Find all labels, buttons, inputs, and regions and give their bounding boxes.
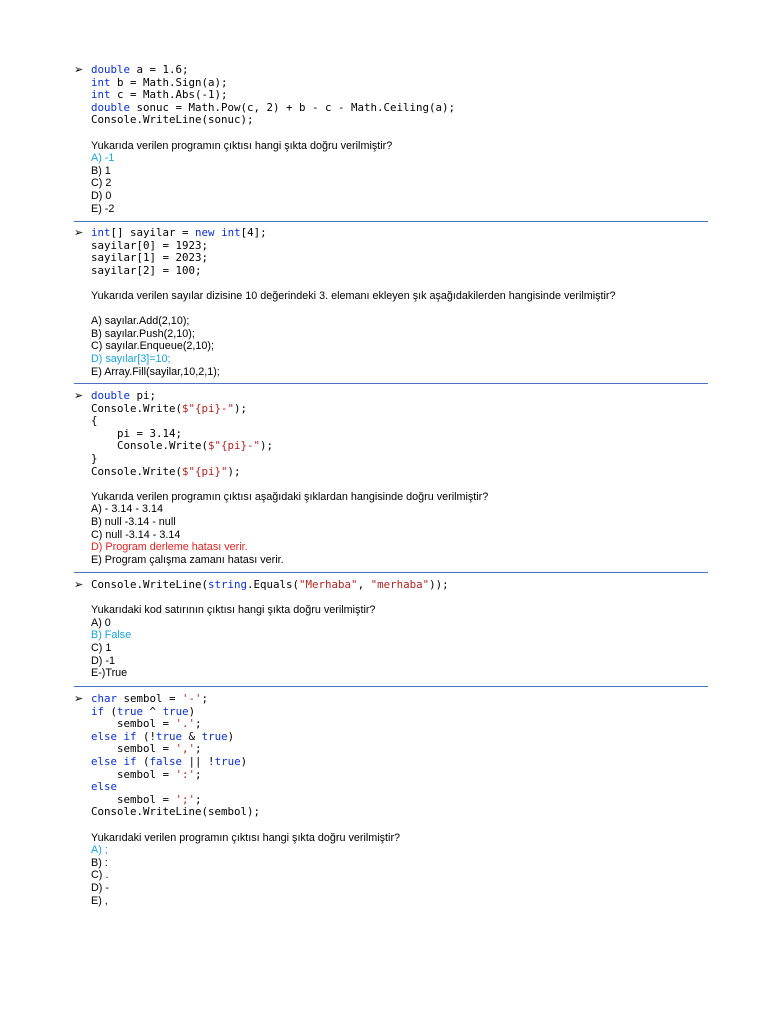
code-string: "merhaba": [370, 578, 430, 591]
answer-option: D) -1: [91, 654, 115, 667]
answer-option: E-)True: [91, 667, 128, 680]
code-text: ): [188, 704, 196, 718]
question-text-block: [91, 819, 708, 907]
code-text: Console.WriteLine(: [91, 578, 209, 591]
code-line: [91, 806, 708, 819]
code-text: sonuc = Math.Pow(c, 2) + b - c - Math.Ceiling(a);: [130, 100, 456, 114]
answer-option: D) -: [91, 881, 109, 894]
code-text: Console.WriteLine(sembol);: [91, 805, 261, 819]
code-keyword: int: [221, 226, 241, 239]
code-text: ;: [195, 767, 202, 781]
bullet-marker-icon: ➢: [74, 64, 84, 76]
code-text: sayilar[1] = 2023;: [91, 251, 209, 265]
question-prompt: Yukarıdaki kod satırının çıktısı hangi şıkta doğru verilmiştir?: [91, 604, 376, 617]
bullet-marker-icon: ➢: [74, 693, 84, 705]
code-text: ));: [429, 578, 449, 591]
section-divider: [74, 383, 708, 384]
bullet-marker-icon: ➢: [74, 390, 84, 402]
code-string: $"{pi}": [182, 464, 228, 478]
code-line: [91, 466, 708, 479]
code-text: );: [227, 464, 241, 478]
code-text: );: [260, 439, 274, 453]
code-keyword: true: [162, 704, 189, 718]
question-text-block: [91, 478, 708, 566]
code-keyword: false: [149, 754, 183, 768]
code-keyword: if: [91, 704, 105, 718]
code-block: [91, 390, 708, 478]
code-line: [91, 579, 708, 592]
code-text: ): [240, 754, 248, 768]
code-keyword: else: [91, 780, 118, 794]
question-text-block: [91, 277, 708, 378]
code-keyword: true: [214, 754, 241, 768]
code-block: [91, 64, 708, 127]
code-keyword: else if: [91, 729, 137, 743]
answer-option: C) 1: [91, 641, 112, 654]
answer-option: A) 0: [91, 616, 111, 629]
code-text: Console.Write(: [91, 464, 183, 478]
code-text: ;: [195, 792, 202, 806]
code-text: Console.Write(: [91, 401, 183, 415]
spacer: [91, 303, 708, 316]
code-text: sembol =: [91, 717, 176, 731]
answer-option: C) .: [91, 869, 109, 882]
code-keyword: true: [201, 729, 228, 743]
section-divider: [74, 572, 708, 573]
code-keyword: int: [91, 88, 111, 102]
question-block: [74, 390, 708, 566]
code-text: ): [227, 729, 235, 743]
code-keyword: new: [195, 226, 215, 239]
answer-option: B) :: [91, 856, 108, 869]
code-text: );: [234, 401, 248, 415]
code-string: ',': [175, 742, 196, 756]
answer-option: B) null -3.14 - null: [91, 515, 176, 528]
answer-option: C) 2: [91, 177, 112, 190]
answer-option: B) sayılar.Push(2,10);: [91, 327, 195, 340]
code-keyword: double: [91, 63, 131, 76]
answer-option: C) null -3.14 - 3.14: [91, 528, 181, 541]
answer-option: C) sayılar.Enqueue(2,10);: [91, 340, 215, 353]
code-text: sembol =: [91, 792, 176, 806]
code-line: [91, 403, 708, 416]
code-text: [4];: [240, 226, 267, 239]
spacer: [91, 819, 708, 832]
code-line: [91, 265, 708, 278]
spacer: [91, 478, 708, 491]
code-keyword: true: [117, 704, 144, 718]
question-text-block: [91, 592, 708, 680]
code-text: (: [136, 754, 150, 768]
code-keyword: int: [91, 226, 111, 239]
code-text: pi;: [130, 389, 157, 402]
code-keyword: double: [91, 100, 131, 114]
code-text: c = Math.Abs(-1);: [110, 88, 228, 102]
code-text: sembol =: [91, 767, 176, 781]
code-text: sayilar[0] = 1923;: [91, 238, 209, 252]
answer-option: B) False: [91, 629, 132, 642]
code-text: Console.WriteLine(sonuc);: [91, 113, 254, 127]
question-block: [74, 227, 708, 378]
code-string: ':': [175, 767, 196, 781]
code-text: ;: [195, 717, 202, 731]
code-text: &: [182, 729, 202, 743]
code-text: (!: [136, 729, 157, 743]
code-text: || !: [182, 754, 215, 768]
answer-option: E) Program çalışma zamanı hatası verir.: [91, 553, 284, 566]
code-string: ';': [175, 792, 196, 806]
question-block: [74, 579, 708, 680]
code-block: [91, 693, 708, 819]
question-prompt: Yukarıda verilen programın çıktısı hangi şıkta doğru verilmiştir?: [91, 139, 393, 152]
code-line: [91, 114, 708, 127]
code-text: .Equals(: [247, 578, 300, 591]
spacer: [91, 127, 708, 140]
section-divider: [74, 221, 708, 222]
question-prompt: Yukarıdaki verilen programın çıktısı hangi şıkta doğru verilmiştir?: [91, 831, 401, 844]
code-text: ^: [143, 704, 163, 718]
bullet-marker-icon: ➢: [74, 227, 84, 239]
code-keyword: true: [156, 729, 183, 743]
question-block: [74, 693, 708, 907]
code-text: pi = 3.14;: [91, 426, 183, 440]
bullet-marker-icon: ➢: [74, 579, 84, 591]
code-text: {: [91, 414, 98, 428]
code-keyword: int: [91, 75, 111, 89]
answer-option: D) Program derleme hatası verir.: [91, 541, 248, 554]
question-block: [74, 64, 708, 215]
code-keyword: string: [208, 578, 248, 591]
spacer: [91, 277, 708, 290]
answer-option: D) sayılar[3]=10;: [91, 352, 171, 365]
code-text: ;: [195, 742, 202, 756]
code-text: sembol =: [117, 692, 183, 705]
code-string: '-': [182, 692, 202, 705]
code-keyword: double: [91, 389, 131, 402]
answer-option: A) -1: [91, 152, 115, 165]
answer-option: E) -2: [91, 202, 115, 215]
code-string: $"{pi}-": [182, 401, 235, 415]
answer-option: D) 0: [91, 189, 112, 202]
answer-option: E) ,: [91, 894, 108, 907]
code-text: b = Math.Sign(a);: [110, 75, 228, 89]
answer-option: A) ;: [91, 844, 108, 857]
code-text: a = 1.6;: [130, 63, 189, 76]
code-block: [91, 579, 708, 592]
answer-option: B) 1: [91, 164, 111, 177]
code-line: [91, 415, 708, 428]
code-string: "Merhaba": [299, 578, 358, 591]
code-line: [91, 769, 708, 782]
code-text: [] sayilar =: [110, 226, 196, 239]
code-text: ;: [201, 692, 209, 705]
code-text: sembol =: [91, 742, 176, 756]
code-string: $"{pi}-": [208, 439, 261, 453]
answer-option: E) Array.Fill(sayilar,10,2,1);: [91, 365, 220, 378]
code-line: [91, 440, 708, 453]
code-text: (: [104, 704, 118, 718]
section-divider: [74, 686, 708, 687]
question-prompt: Yukarıda verilen sayılar dizisine 10 değerindeki 3. elemanı ekleyen şık aşağıdakilerden hangisinde verilmiştir?: [91, 289, 616, 302]
answer-option: A) sayılar.Add(2,10);: [91, 315, 190, 328]
question-prompt: Yukarıda verilen programın çıktısı aşağıdaki şıklardan hangisinde doğru verilmiştir?: [91, 490, 489, 503]
code-block: [91, 227, 708, 277]
answer-option: A) - 3.14 - 3.14: [91, 503, 164, 516]
question-text-block: [91, 127, 708, 215]
code-text: Console.Write(: [91, 439, 209, 453]
spacer: [91, 592, 708, 605]
code-string: '.': [175, 717, 196, 731]
code-text: ,: [357, 578, 371, 591]
code-text: sayilar[2] = 100;: [91, 263, 202, 277]
code-keyword: char: [91, 692, 118, 705]
code-keyword: else if: [91, 754, 137, 768]
code-text: }: [91, 451, 98, 465]
